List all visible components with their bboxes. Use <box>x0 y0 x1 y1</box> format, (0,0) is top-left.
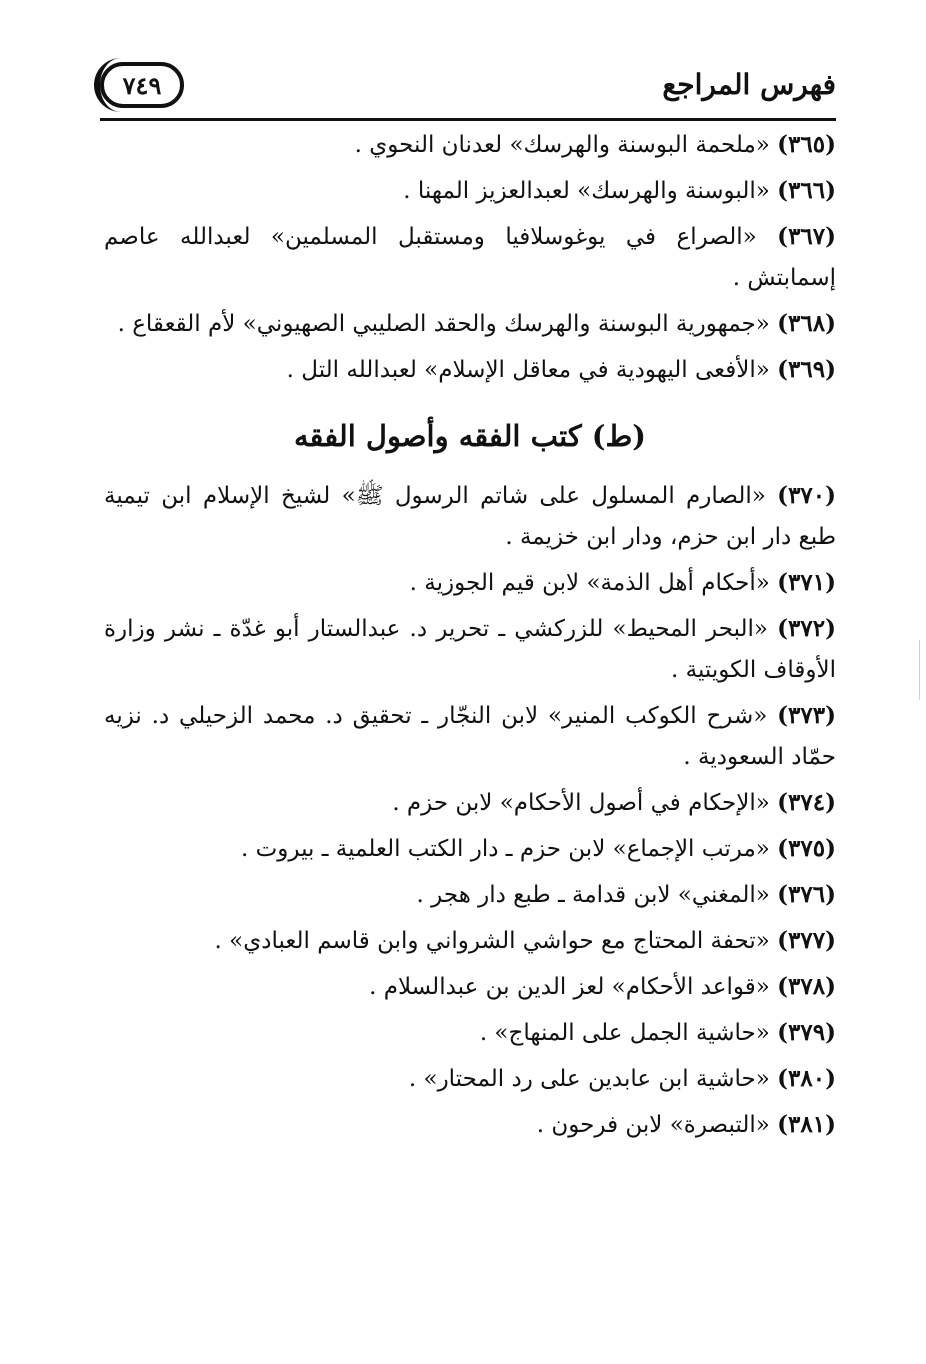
reference-entry <box>104 303 836 345</box>
reference-entry <box>104 216 836 299</box>
entry-number: (٣٧٢) <box>777 615 836 642</box>
running-title: فهرس المراجع <box>662 68 836 101</box>
header-divider <box>100 118 836 121</box>
entry-text: «البوسنة والهرسك» لعبدالعزيز المهنا . <box>403 178 770 204</box>
entry-text: «أحكام أهل الذمة» لابن قيم الجوزية . <box>409 570 770 596</box>
page-header <box>100 58 836 118</box>
entry-text: «جمهورية البوسنة والهرسك والحقد الصليبي الصهيوني» لأم القعقاع . <box>117 311 770 337</box>
reference-entry <box>104 920 836 962</box>
entry-text: «حاشية ابن عابدين على رد المحتار» . <box>408 1066 770 1092</box>
entry-number: (٣٧٦) <box>777 881 836 908</box>
entry-text: «الصارم المسلول على شاتم الرسول ﷺ» لشيخ الإسلام ابن تيمية طبع دار ابن حزم، ودار ابن خزيمة . <box>104 483 836 550</box>
entry-number: (٣٧٥) <box>777 835 836 862</box>
page-number: ٧٤٩ <box>122 70 162 100</box>
entry-number: (٣٧٧) <box>777 927 836 954</box>
entry-number: (٣٨٠) <box>777 1065 836 1092</box>
entry-number: (٣٧٣) <box>777 702 836 729</box>
entry-number: (٣٦٩) <box>777 356 836 383</box>
reference-entry <box>104 782 836 824</box>
reference-entry <box>104 475 836 558</box>
entry-text: «ملحمة البوسنة والهرسك» لعدنان النحوي . <box>354 132 770 158</box>
entry-text: «قواعد الأحكام» لعز الدين بن عبدالسلام . <box>369 974 770 1000</box>
reference-entry <box>104 349 836 391</box>
reference-entry <box>104 170 836 212</box>
reference-entry <box>104 828 836 870</box>
entry-text: «الصراع في يوغوسلافيا ومستقبل المسلمين» لعبدالله عاصم إسمابتش . <box>104 224 836 291</box>
reference-entry <box>104 695 836 778</box>
entry-text: «تحفة المحتاج مع حواشي الشرواني وابن قاسم العبادي» . <box>214 928 770 954</box>
reference-entry <box>104 1104 836 1146</box>
entry-number: (٣٨١) <box>777 1111 836 1138</box>
entry-number: (٣٧٩) <box>777 1019 836 1046</box>
reference-entry <box>104 874 836 916</box>
entry-number: (٣٧٨) <box>777 973 836 1000</box>
entry-text: «مرتب الإجماع» لابن حزم ـ دار الكتب العلمية ـ بيروت . <box>241 836 770 862</box>
entry-text: «البحر المحيط» للزركشي ـ تحرير د. عبدالستار أبو غدّة ـ نشر وزارة الأوقاف الكويتية . <box>104 616 836 683</box>
reference-entry <box>104 124 836 166</box>
entry-text: «الإحكام في أصول الأحكام» لابن حزم . <box>392 790 770 816</box>
page-number-badge <box>100 62 184 108</box>
entry-number: (٣٧٠) <box>777 482 837 509</box>
reference-entry <box>104 1058 836 1100</box>
reference-entry <box>104 562 836 604</box>
scan-edge-mark <box>919 640 920 700</box>
entry-text: «حاشية الجمل على المنهاج» . <box>479 1020 770 1046</box>
entry-text: «المغني» لابن قدامة ـ طبع دار هجر . <box>416 882 770 908</box>
references-list <box>104 124 836 1146</box>
entry-number: (٣٦٥) <box>777 131 836 158</box>
reference-entry <box>104 608 836 691</box>
reference-entry <box>104 966 836 1008</box>
entry-number: (٣٧١) <box>777 569 836 596</box>
section-heading: (ط) كتب الفقه وأصول الفقه <box>294 419 646 453</box>
entry-number: (٣٦٨) <box>777 310 836 337</box>
entry-text: «التبصرة» لابن فرحون . <box>536 1112 770 1138</box>
entry-text: «شرح الكوكب المنير» لابن النجّار ـ تحقيق د. محمد الزحيلي د. نزيه حمّاد السعودية . <box>104 703 836 770</box>
entry-number: (٣٧٤) <box>777 789 836 816</box>
entry-number: (٣٦٧) <box>777 223 837 250</box>
entry-number: (٣٦٦) <box>777 177 836 204</box>
reference-entry <box>104 1012 836 1054</box>
entry-text: «الأفعى اليهودية في معاقل الإسلام» لعبدالله التل . <box>286 357 770 383</box>
